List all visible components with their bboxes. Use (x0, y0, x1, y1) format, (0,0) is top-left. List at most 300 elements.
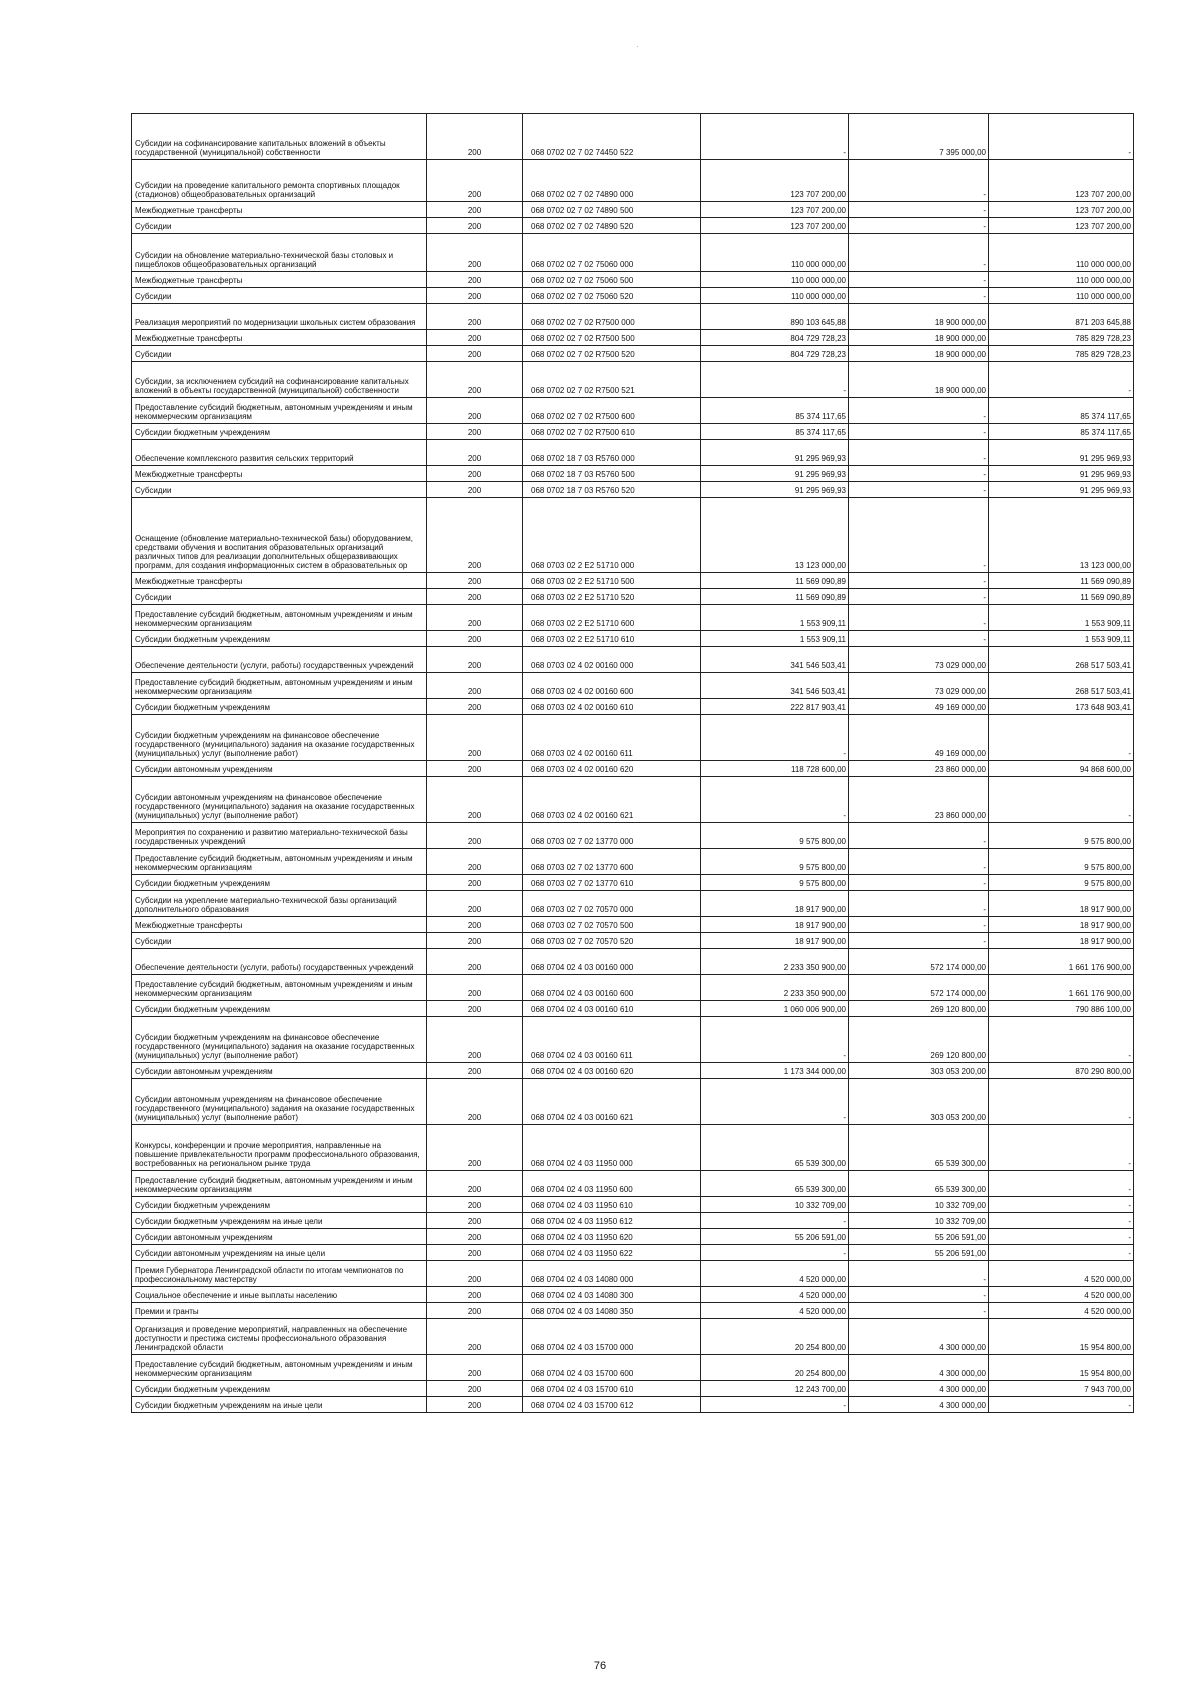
table-row (132, 875, 1134, 891)
row-line-code: 200 (427, 777, 523, 823)
row-name: Конкурсы, конференции и прочие мероприятия, направленные на повышение привлекательности программ профессионального образования, востребованных на региональном рынке труда (132, 1125, 427, 1171)
row-budget-code: 068 0704 02 4 03 11950 000 (523, 1125, 701, 1171)
row-executed-amount: 4 300 000,00 (849, 1381, 989, 1397)
row-name: Субсидии (132, 218, 427, 234)
row-line-code: 200 (427, 589, 523, 605)
row-line-code: 200 (427, 875, 523, 891)
row-executed-amount: 55 206 591,00 (849, 1229, 989, 1245)
row-name: Субсидии автономным учреждениям на финансовое обеспечение государственного (муниципального) задания на оказание государственных (муниципальных) услуг (выполнение работ) (132, 777, 427, 823)
row-line-code: 200 (427, 1381, 523, 1397)
row-unexecuted-amount: 1 661 176 900,00 (989, 975, 1134, 1001)
row-unexecuted-amount: 4 520 000,00 (989, 1303, 1134, 1319)
row-budget-code: 068 0704 02 4 03 11950 620 (523, 1229, 701, 1245)
row-name: Межбюджетные трансферты (132, 917, 427, 933)
row-approved-amount: 91 295 969,93 (701, 466, 849, 482)
row-name: Субсидии автономным учреждениям на финансовое обеспечение государственного (муниципального) задания на оказание государственных (муниципальных) услуг (выполнение работ) (132, 1079, 427, 1125)
row-line-code: 200 (427, 1079, 523, 1125)
row-executed-amount: - (849, 160, 989, 202)
row-approved-amount: 123 707 200,00 (701, 160, 849, 202)
top-mark: · (636, 42, 639, 51)
row-line-code: 200 (427, 849, 523, 875)
table-row (132, 761, 1134, 777)
row-unexecuted-amount: 123 707 200,00 (989, 160, 1134, 202)
row-executed-amount: - (849, 202, 989, 218)
row-executed-amount: 303 053 200,00 (849, 1063, 989, 1079)
row-budget-code: 068 0703 02 7 02 13770 600 (523, 849, 701, 875)
row-executed-amount: - (849, 849, 989, 875)
table-row (132, 234, 1134, 272)
row-budget-code: 068 0703 02 2 E2 51710 600 (523, 605, 701, 631)
table-row (132, 891, 1134, 917)
row-executed-amount: - (849, 875, 989, 891)
table-row (132, 288, 1134, 304)
row-executed-amount: 18 900 000,00 (849, 362, 989, 398)
row-approved-amount: 118 728 600,00 (701, 761, 849, 777)
row-line-code: 200 (427, 917, 523, 933)
row-approved-amount: 2 233 350 900,00 (701, 975, 849, 1001)
row-line-code: 200 (427, 234, 523, 272)
row-executed-amount: - (849, 234, 989, 272)
row-unexecuted-amount: 4 520 000,00 (989, 1287, 1134, 1303)
row-name: Предоставление субсидий бюджетным, автономным учреждениям и иным некоммерческим организациям (132, 605, 427, 631)
table-row (132, 949, 1134, 975)
row-unexecuted-amount: 1 661 176 900,00 (989, 949, 1134, 975)
table-row (132, 424, 1134, 440)
row-unexecuted-amount: - (989, 1229, 1134, 1245)
row-line-code: 200 (427, 823, 523, 849)
row-line-code: 200 (427, 1397, 523, 1413)
row-unexecuted-amount: 9 575 800,00 (989, 875, 1134, 891)
row-executed-amount: 73 029 000,00 (849, 673, 989, 699)
row-line-code: 200 (427, 304, 523, 330)
row-line-code: 200 (427, 202, 523, 218)
row-budget-code: 068 0702 02 7 02 R7500 000 (523, 304, 701, 330)
row-name: Субсидии (132, 482, 427, 498)
row-unexecuted-amount: - (989, 1213, 1134, 1229)
row-budget-code: 068 0704 02 4 03 00160 621 (523, 1079, 701, 1125)
table-row (132, 114, 1134, 160)
row-executed-amount: - (849, 272, 989, 288)
table-row (132, 1017, 1134, 1063)
row-unexecuted-amount: 123 707 200,00 (989, 218, 1134, 234)
row-name: Организация и проведение мероприятий, направленных на обеспечение доступности и престижа системы профессионального образования Ленинградской области (132, 1319, 427, 1355)
row-budget-code: 068 0704 02 4 03 00160 600 (523, 975, 701, 1001)
row-line-code: 200 (427, 218, 523, 234)
row-budget-code: 068 0702 02 7 02 75060 520 (523, 288, 701, 304)
row-executed-amount: 49 169 000,00 (849, 699, 989, 715)
row-executed-amount: 4 300 000,00 (849, 1397, 989, 1413)
row-line-code: 200 (427, 330, 523, 346)
row-budget-code: 068 0704 02 4 03 00160 611 (523, 1017, 701, 1063)
row-budget-code: 068 0704 02 4 03 11950 622 (523, 1245, 701, 1261)
row-name: Обеспечение комплексного развития сельских территорий (132, 440, 427, 466)
row-budget-code: 068 0702 02 7 02 R7500 500 (523, 330, 701, 346)
table-row (132, 933, 1134, 949)
row-approved-amount: - (701, 1397, 849, 1413)
table-row (132, 466, 1134, 482)
row-unexecuted-amount: 18 917 900,00 (989, 891, 1134, 917)
row-unexecuted-amount: 790 886 100,00 (989, 1001, 1134, 1017)
row-budget-code: 068 0702 02 7 02 R7500 520 (523, 346, 701, 362)
row-unexecuted-amount: 18 917 900,00 (989, 917, 1134, 933)
row-budget-code: 068 0704 02 4 03 11950 610 (523, 1197, 701, 1213)
row-approved-amount: 4 520 000,00 (701, 1287, 849, 1303)
row-unexecuted-amount: - (989, 1397, 1134, 1413)
row-line-code: 200 (427, 1229, 523, 1245)
row-approved-amount: 85 374 117,65 (701, 398, 849, 424)
row-line-code: 200 (427, 1261, 523, 1287)
row-unexecuted-amount: 110 000 000,00 (989, 234, 1134, 272)
row-unexecuted-amount: 13 123 000,00 (989, 498, 1134, 573)
row-approved-amount: 13 123 000,00 (701, 498, 849, 573)
table-row (132, 202, 1134, 218)
row-approved-amount: 123 707 200,00 (701, 218, 849, 234)
row-executed-amount: - (849, 891, 989, 917)
row-budget-code: 068 0702 02 7 02 R7500 610 (523, 424, 701, 440)
row-line-code: 200 (427, 1001, 523, 1017)
row-executed-amount: - (849, 466, 989, 482)
table-row (132, 160, 1134, 202)
row-approved-amount: 123 707 200,00 (701, 202, 849, 218)
row-approved-amount: 65 539 300,00 (701, 1125, 849, 1171)
row-line-code: 200 (427, 466, 523, 482)
row-unexecuted-amount: 15 954 800,00 (989, 1355, 1134, 1381)
row-unexecuted-amount: 91 295 969,93 (989, 482, 1134, 498)
row-name: Субсидии бюджетным учреждениям на финансовое обеспечение государственного (муниципального) задания на оказание государственных (муниципальных) услуг (выполнение работ) (132, 715, 427, 761)
row-line-code: 200 (427, 715, 523, 761)
row-budget-code: 068 0704 02 4 03 00160 620 (523, 1063, 701, 1079)
row-name: Межбюджетные трансферты (132, 466, 427, 482)
row-unexecuted-amount: 4 520 000,00 (989, 1261, 1134, 1287)
row-budget-code: 068 0703 02 4 02 00160 611 (523, 715, 701, 761)
row-name: Предоставление субсидий бюджетным, автономным учреждениям и иным некоммерческим организациям (132, 1355, 427, 1381)
row-unexecuted-amount: - (989, 1171, 1134, 1197)
row-budget-code: 068 0703 02 7 02 70570 000 (523, 891, 701, 917)
row-name: Предоставление субсидий бюджетным, автономным учреждениям и иным некоммерческим организациям (132, 975, 427, 1001)
row-budget-code: 068 0702 18 7 03 R5760 520 (523, 482, 701, 498)
row-approved-amount: - (701, 1079, 849, 1125)
row-approved-amount: 9 575 800,00 (701, 875, 849, 891)
row-line-code: 200 (427, 362, 523, 398)
table-row (132, 917, 1134, 933)
row-budget-code: 068 0703 02 4 02 00160 621 (523, 777, 701, 823)
row-name: Субсидии бюджетным учреждениям (132, 1001, 427, 1017)
row-name: Субсидии бюджетным учреждениям на иные цели (132, 1213, 427, 1229)
table-row (132, 1213, 1134, 1229)
table-row (132, 1063, 1134, 1079)
row-executed-amount: 23 860 000,00 (849, 777, 989, 823)
page-number: 76 (593, 1660, 607, 1672)
row-executed-amount: - (849, 823, 989, 849)
row-name: Субсидии (132, 589, 427, 605)
row-line-code: 200 (427, 949, 523, 975)
row-name: Субсидии (132, 288, 427, 304)
row-approved-amount: - (701, 777, 849, 823)
table-row (132, 715, 1134, 761)
row-approved-amount: 804 729 728,23 (701, 330, 849, 346)
row-budget-code: 068 0703 02 7 02 70570 520 (523, 933, 701, 949)
row-line-code: 200 (427, 424, 523, 440)
row-budget-code: 068 0703 02 2 E2 51710 500 (523, 573, 701, 589)
row-approved-amount: 341 546 503,41 (701, 647, 849, 673)
row-name: Субсидии бюджетным учреждениям на иные цели (132, 1397, 427, 1413)
row-unexecuted-amount: 785 829 728,23 (989, 330, 1134, 346)
row-line-code: 200 (427, 631, 523, 647)
row-approved-amount: 65 539 300,00 (701, 1171, 849, 1197)
row-approved-amount: - (701, 1213, 849, 1229)
row-approved-amount: 10 332 709,00 (701, 1197, 849, 1213)
table-row (132, 1171, 1134, 1197)
row-unexecuted-amount: 1 553 909,11 (989, 605, 1134, 631)
row-line-code: 200 (427, 573, 523, 589)
row-unexecuted-amount: 91 295 969,93 (989, 440, 1134, 466)
table-row (132, 304, 1134, 330)
row-approved-amount: 18 917 900,00 (701, 933, 849, 949)
row-line-code: 200 (427, 647, 523, 673)
row-line-code: 200 (427, 1303, 523, 1319)
row-executed-amount: 572 174 000,00 (849, 949, 989, 975)
row-budget-code: 068 0702 02 7 02 R7500 600 (523, 398, 701, 424)
row-name: Обеспечение деятельности (услуги, работы) государственных учреждений (132, 949, 427, 975)
row-budget-code: 068 0702 02 7 02 74890 520 (523, 218, 701, 234)
row-executed-amount: 18 900 000,00 (849, 346, 989, 362)
row-budget-code: 068 0703 02 4 02 00160 620 (523, 761, 701, 777)
row-budget-code: 068 0704 02 4 03 14080 300 (523, 1287, 701, 1303)
row-approved-amount: 1 060 006 900,00 (701, 1001, 849, 1017)
row-line-code: 200 (427, 1355, 523, 1381)
table-row (132, 1261, 1134, 1287)
row-unexecuted-amount: 785 829 728,23 (989, 346, 1134, 362)
row-unexecuted-amount: - (989, 1125, 1134, 1171)
row-executed-amount: 7 395 000,00 (849, 114, 989, 160)
row-name: Субсидии на проведение капитального ремонта спортивных площадок (стадионов) общеобразовательных организаций (132, 160, 427, 202)
row-budget-code: 068 0702 02 7 02 R7500 521 (523, 362, 701, 398)
row-approved-amount: 9 575 800,00 (701, 849, 849, 875)
table-row (132, 631, 1134, 647)
table-row (132, 1125, 1134, 1171)
table-row (132, 849, 1134, 875)
table-row (132, 673, 1134, 699)
table-row (132, 1381, 1134, 1397)
table-row (132, 975, 1134, 1001)
row-approved-amount: - (701, 1017, 849, 1063)
row-executed-amount: 55 206 591,00 (849, 1245, 989, 1261)
table-row (132, 1319, 1134, 1355)
row-name: Субсидии бюджетным учреждениям (132, 1197, 427, 1213)
row-executed-amount: - (849, 1261, 989, 1287)
row-executed-amount: - (849, 424, 989, 440)
row-name: Субсидии (132, 933, 427, 949)
row-unexecuted-amount: - (989, 362, 1134, 398)
row-budget-code: 068 0702 02 7 02 74890 500 (523, 202, 701, 218)
table-row (132, 440, 1134, 466)
row-approved-amount: 341 546 503,41 (701, 673, 849, 699)
row-name: Субсидии автономным учреждениям на иные цели (132, 1245, 427, 1261)
row-line-code: 200 (427, 1063, 523, 1079)
row-unexecuted-amount: - (989, 1079, 1134, 1125)
table-row (132, 1229, 1134, 1245)
row-executed-amount: 4 300 000,00 (849, 1355, 989, 1381)
row-approved-amount: 9 575 800,00 (701, 823, 849, 849)
row-budget-code: 068 0703 02 7 02 70570 500 (523, 917, 701, 933)
row-executed-amount: - (849, 1303, 989, 1319)
row-approved-amount: - (701, 114, 849, 160)
table-row (132, 398, 1134, 424)
row-budget-code: 068 0703 02 7 02 13770 000 (523, 823, 701, 849)
row-line-code: 200 (427, 440, 523, 466)
row-approved-amount: 222 817 903,41 (701, 699, 849, 715)
row-name: Реализация мероприятий по модернизации школьных систем образования (132, 304, 427, 330)
row-budget-code: 068 0703 02 2 E2 51710 610 (523, 631, 701, 647)
row-name: Субсидии бюджетным учреждениям на финансовое обеспечение государственного (муниципального) задания на оказание государственных (муниципальных) услуг (выполнение работ) (132, 1017, 427, 1063)
table-row (132, 482, 1134, 498)
table-body (132, 114, 1134, 1413)
row-name: Предоставление субсидий бюджетным, автономным учреждениям и иным некоммерческим организациям (132, 398, 427, 424)
table-row (132, 1001, 1134, 1017)
row-approved-amount: 110 000 000,00 (701, 288, 849, 304)
row-budget-code: 068 0704 02 4 03 14080 350 (523, 1303, 701, 1319)
row-line-code: 200 (427, 482, 523, 498)
row-unexecuted-amount: - (989, 777, 1134, 823)
row-approved-amount: 4 520 000,00 (701, 1303, 849, 1319)
row-unexecuted-amount: 94 868 600,00 (989, 761, 1134, 777)
row-budget-code: 068 0704 02 4 03 15700 600 (523, 1355, 701, 1381)
row-approved-amount: - (701, 362, 849, 398)
row-unexecuted-amount: 123 707 200,00 (989, 202, 1134, 218)
table-row (132, 573, 1134, 589)
row-executed-amount: 572 174 000,00 (849, 975, 989, 1001)
row-unexecuted-amount: 268 517 503,41 (989, 673, 1134, 699)
row-unexecuted-amount: 85 374 117,65 (989, 398, 1134, 424)
row-executed-amount: 10 332 709,00 (849, 1213, 989, 1229)
row-unexecuted-amount: 871 203 645,88 (989, 304, 1134, 330)
table-row (132, 647, 1134, 673)
row-executed-amount: 23 860 000,00 (849, 761, 989, 777)
row-approved-amount: 804 729 728,23 (701, 346, 849, 362)
row-name: Субсидии (132, 346, 427, 362)
row-budget-code: 068 0702 02 7 02 74890 000 (523, 160, 701, 202)
table-row (132, 498, 1134, 573)
table-row (132, 1355, 1134, 1381)
row-budget-code: 068 0704 02 4 03 00160 000 (523, 949, 701, 975)
row-name: Премии и гранты (132, 1303, 427, 1319)
row-line-code: 200 (427, 1213, 523, 1229)
row-executed-amount: - (849, 218, 989, 234)
row-line-code: 200 (427, 673, 523, 699)
row-budget-code: 068 0704 02 4 03 15700 612 (523, 1397, 701, 1413)
row-executed-amount: 65 539 300,00 (849, 1171, 989, 1197)
row-executed-amount: 18 900 000,00 (849, 330, 989, 346)
row-executed-amount: - (849, 573, 989, 589)
row-budget-code: 068 0703 02 4 02 00160 610 (523, 699, 701, 715)
row-approved-amount: 1 553 909,11 (701, 605, 849, 631)
row-budget-code: 068 0702 02 7 02 75060 500 (523, 272, 701, 288)
row-name: Субсидии автономным учреждениям (132, 761, 427, 777)
row-unexecuted-amount: 9 575 800,00 (989, 823, 1134, 849)
row-unexecuted-amount: 173 648 903,41 (989, 699, 1134, 715)
row-budget-code: 068 0703 02 7 02 13770 610 (523, 875, 701, 891)
row-approved-amount: - (701, 1245, 849, 1261)
row-approved-amount: 4 520 000,00 (701, 1261, 849, 1287)
row-executed-amount: - (849, 605, 989, 631)
table-row (132, 1287, 1134, 1303)
row-name: Премия Губернатора Ленинградской области по итогам чемпионатов по профессиональному мастерству (132, 1261, 427, 1287)
row-name: Предоставление субсидий бюджетным, автономным учреждениям и иным некоммерческим организациям (132, 849, 427, 875)
row-executed-amount: - (849, 498, 989, 573)
row-budget-code: 068 0704 02 4 03 11950 600 (523, 1171, 701, 1197)
row-executed-amount: 65 539 300,00 (849, 1125, 989, 1171)
table-row (132, 1245, 1134, 1261)
row-approved-amount: 110 000 000,00 (701, 272, 849, 288)
row-name: Субсидии на укрепление материально-технической базы организаций дополнительного образования (132, 891, 427, 917)
row-approved-amount: 55 206 591,00 (701, 1229, 849, 1245)
row-budget-code: 068 0702 02 7 02 75060 000 (523, 234, 701, 272)
row-approved-amount: 1 173 344 000,00 (701, 1063, 849, 1079)
table-row (132, 272, 1134, 288)
table-row (132, 330, 1134, 346)
row-executed-amount: 303 053 200,00 (849, 1079, 989, 1125)
row-approved-amount: 91 295 969,93 (701, 440, 849, 466)
row-unexecuted-amount: 18 917 900,00 (989, 933, 1134, 949)
row-executed-amount: - (849, 440, 989, 466)
row-line-code: 200 (427, 346, 523, 362)
row-line-code: 200 (427, 975, 523, 1001)
row-line-code: 200 (427, 1125, 523, 1171)
row-name: Межбюджетные трансферты (132, 330, 427, 346)
row-executed-amount: - (849, 398, 989, 424)
row-unexecuted-amount: 11 569 090,89 (989, 589, 1134, 605)
row-name: Межбюджетные трансферты (132, 202, 427, 218)
row-executed-amount: - (849, 917, 989, 933)
row-line-code: 200 (427, 1287, 523, 1303)
row-name: Субсидии на софинансирование капитальных вложений в объекты государственной (муниципальной) собственности (132, 114, 427, 160)
row-executed-amount: - (849, 288, 989, 304)
row-name: Субсидии на обновление материально-технической базы столовых и пищеблоков общеобразовательных организаций (132, 234, 427, 272)
row-line-code: 200 (427, 160, 523, 202)
table-row (132, 1397, 1134, 1413)
row-line-code: 200 (427, 891, 523, 917)
table-row (132, 346, 1134, 362)
row-approved-amount: 91 295 969,93 (701, 482, 849, 498)
row-approved-amount: 18 917 900,00 (701, 917, 849, 933)
row-name: Предоставление субсидий бюджетным, автономным учреждениям и иным некоммерческим организациям (132, 1171, 427, 1197)
row-executed-amount: - (849, 1287, 989, 1303)
row-approved-amount: 12 243 700,00 (701, 1381, 849, 1397)
row-executed-amount: - (849, 589, 989, 605)
row-line-code: 200 (427, 1319, 523, 1355)
row-line-code: 200 (427, 1197, 523, 1213)
table-row (132, 1197, 1134, 1213)
table-row (132, 777, 1134, 823)
row-line-code: 200 (427, 605, 523, 631)
row-budget-code: 068 0702 02 7 02 74450 522 (523, 114, 701, 160)
row-budget-code: 068 0703 02 2 E2 51710 520 (523, 589, 701, 605)
row-executed-amount: 269 120 800,00 (849, 1001, 989, 1017)
row-unexecuted-amount: - (989, 1245, 1134, 1261)
row-name: Субсидии бюджетным учреждениям (132, 875, 427, 891)
row-name: Субсидии автономным учреждениям (132, 1229, 427, 1245)
row-line-code: 200 (427, 288, 523, 304)
table-row (132, 218, 1134, 234)
table-row (132, 1303, 1134, 1319)
row-approved-amount: 20 254 800,00 (701, 1355, 849, 1381)
row-budget-code: 068 0702 18 7 03 R5760 000 (523, 440, 701, 466)
row-line-code: 200 (427, 272, 523, 288)
row-approved-amount: 110 000 000,00 (701, 234, 849, 272)
row-unexecuted-amount: - (989, 114, 1134, 160)
row-line-code: 200 (427, 1245, 523, 1261)
row-unexecuted-amount: 870 290 800,00 (989, 1063, 1134, 1079)
